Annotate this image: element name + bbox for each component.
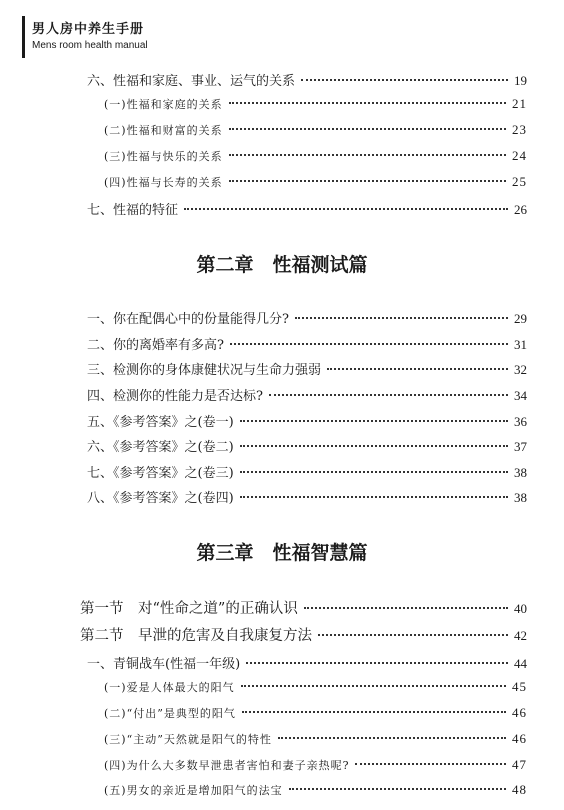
toc-page-number: 47: [512, 757, 527, 772]
toc-leader: [240, 445, 508, 447]
toc-leader: [355, 763, 506, 765]
toc-entry-text: (四)性福与长寿的关系: [104, 176, 223, 189]
toc-entry[interactable]: [87, 462, 527, 481]
toc-page-number: 48: [512, 782, 527, 797]
toc-entry[interactable]: [87, 436, 527, 455]
toc-page-number: 38: [514, 490, 527, 505]
toc-page-number: 42: [514, 628, 527, 643]
toc-entry[interactable]: [87, 653, 527, 672]
toc-leader: [295, 317, 508, 319]
toc-leader: [230, 343, 508, 345]
toc-page-number: 45: [512, 679, 527, 694]
running-head-bar: [22, 16, 25, 58]
toc-entry-text: 七、性福的特征: [87, 203, 179, 218]
toc-page-number: 32: [514, 362, 527, 377]
toc-page-number: 23: [512, 122, 527, 137]
toc-leader: [246, 662, 508, 664]
chapter-heading: 第二章 性福测试篇: [196, 254, 368, 276]
toc-entry-text: 五、《参考答案》之(卷一): [87, 415, 234, 430]
toc-entry[interactable]: [104, 679, 527, 695]
toc-leader: [289, 788, 506, 790]
toc-leader: [318, 634, 508, 636]
toc-entry-text: 六、性福和家庭、事业、运气的关系: [87, 74, 296, 89]
toc-page-number: 46: [512, 705, 527, 720]
toc-section-entry[interactable]: [80, 597, 527, 618]
toc-leader: [229, 180, 506, 182]
toc-entry[interactable]: [104, 731, 527, 747]
toc-leader: [229, 102, 506, 104]
toc-leader: [240, 471, 508, 473]
toc-page-number: 34: [514, 388, 527, 403]
toc-leader: [304, 607, 508, 609]
toc-leader: [301, 79, 508, 81]
toc-entry[interactable]: [104, 96, 527, 112]
toc-entry[interactable]: [87, 334, 527, 353]
toc-leader: [229, 154, 506, 156]
toc-entry-text: (二)性福和财富的关系: [104, 124, 223, 137]
toc-entry-text: (一)爱是人体最大的阳气: [104, 681, 235, 694]
toc-page-number: 21: [512, 96, 527, 111]
toc-entry-text: (一)性福和家庭的关系: [104, 98, 223, 111]
toc-entry-text: (五)男女的亲近是增加阳气的法宝: [104, 784, 283, 797]
toc-entry-text: 八、《参考答案》之(卷四): [87, 491, 234, 506]
toc-page-number: 38: [514, 465, 527, 480]
toc-page-number: 29: [514, 311, 527, 326]
toc-page-number: 19: [514, 73, 527, 88]
toc-page-number: 40: [514, 601, 527, 616]
toc-entry-text: 第二节 早泄的危害及自我康复方法: [80, 628, 312, 644]
toc-page-number: 31: [514, 337, 527, 352]
toc-leader: [184, 208, 508, 210]
toc-entry[interactable]: [87, 308, 527, 327]
toc-entry[interactable]: [104, 782, 527, 798]
toc-leader: [327, 368, 508, 370]
toc-entry[interactable]: [87, 70, 527, 89]
book-subtitle: Mens room health manual: [32, 40, 148, 51]
toc-entry-text: 四、检测你的性能力是否达标?: [87, 389, 263, 404]
toc-entry[interactable]: [104, 705, 527, 721]
toc-entry[interactable]: [87, 487, 527, 506]
toc-leader: [240, 496, 508, 498]
toc-entry[interactable]: [87, 385, 527, 404]
toc-page-number: 26: [514, 202, 527, 217]
toc-entry-text: (三)“主动”天然就是阳气的特性: [104, 733, 272, 746]
toc-page-number: 37: [514, 439, 527, 454]
toc-page-number: 24: [512, 148, 527, 163]
toc-leader: [241, 685, 506, 687]
toc-entry[interactable]: [87, 359, 527, 378]
toc-entry-text: 二、你的离婚率有多高?: [87, 338, 224, 353]
toc-page-number: 46: [512, 731, 527, 746]
toc-entry[interactable]: [104, 122, 527, 138]
toc-entry-text: (二)“付出”是典型的阳气: [104, 707, 236, 720]
toc-entry-text: 一、你在配偶心中的份量能得几分?: [87, 312, 289, 327]
toc-entry-text: (四)为什么大多数早泄患者害怕和妻子亲热呢?: [104, 759, 350, 772]
toc-entry-text: 三、检测你的身体康健状况与生命力强弱: [87, 363, 322, 378]
toc-entry-text: (三)性福与快乐的关系: [104, 150, 223, 163]
book-title: 男人房中养生手册: [32, 22, 145, 37]
toc-page-number: 25: [512, 174, 527, 189]
toc-leader: [278, 737, 506, 739]
toc-page-number: 44: [514, 656, 527, 671]
toc-entry[interactable]: [87, 199, 527, 218]
toc-page-number: 36: [514, 414, 527, 429]
toc-section-entry[interactable]: [80, 624, 527, 645]
toc-leader: [242, 711, 506, 713]
toc-entry[interactable]: [104, 148, 527, 164]
chapter-heading: 第三章 性福智慧篇: [196, 542, 368, 564]
toc-leader: [240, 420, 508, 422]
toc-leader: [229, 128, 506, 130]
toc-entry[interactable]: [104, 757, 527, 773]
toc-entry[interactable]: [87, 411, 527, 430]
toc-entry-text: 一、青铜战车(性福一年级): [87, 657, 241, 672]
toc-entry-text: 第一节 对“性命之道”的正确认识: [80, 601, 298, 617]
toc-entry[interactable]: [104, 174, 527, 190]
toc-entry-text: 六、《参考答案》之(卷二): [87, 440, 234, 455]
toc-leader: [269, 394, 508, 396]
toc-entry-text: 七、《参考答案》之(卷三): [87, 466, 234, 481]
